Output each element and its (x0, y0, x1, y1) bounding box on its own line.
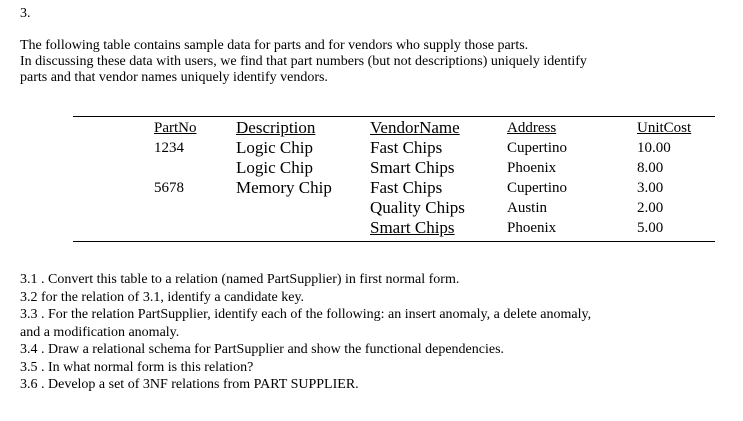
table-cell: Memory Chip (236, 178, 332, 197)
table-cell: Fast Chips (370, 138, 443, 157)
table-cell: 8.00 (637, 160, 664, 176)
table-cell (236, 218, 332, 238)
table-cell: Phoenix (507, 160, 557, 176)
intro-line-2: In discussing these data with users, we find that part numbers (but not descriptions) uniquely identify (20, 54, 587, 69)
table-cell (236, 198, 332, 218)
table-cell (154, 218, 197, 238)
table-cell: Logic Chip (236, 138, 313, 157)
table-cell: Fast Chips (370, 178, 443, 197)
header-partno: PartNo (154, 120, 197, 136)
table-cell: Smart Chips (370, 218, 455, 237)
column-partno (154, 118, 197, 238)
table-cell: 10.00 (637, 140, 671, 156)
column-vendorname (370, 118, 465, 238)
intro-line-3: parts and that vendor names uniquely identify vendors. (20, 70, 328, 85)
header-address: Address (507, 120, 557, 136)
question-3-2: 3.2 for the relation of 3.1, identify a candidate key. (20, 289, 305, 305)
column-unitcost (637, 118, 691, 238)
table-top-rule (73, 116, 715, 117)
intro-line-1: The following table contains sample data for parts and for vendors who supply those parts. (20, 38, 529, 53)
question-3-3-line-2: and a modification anomaly. (20, 324, 180, 340)
table-cell: Cupertino (507, 180, 567, 196)
table-cell: 5.00 (637, 220, 664, 236)
table-cell: Smart Chips (370, 158, 455, 177)
question-number: 3. (20, 6, 31, 21)
table-cell: 5678 (154, 180, 184, 196)
question-3-1: 3.1 . Convert this table to a relation (named PartSupplier) in first normal form. (20, 272, 460, 287)
table-cell (154, 158, 197, 178)
table-cell (154, 198, 197, 218)
table-bottom-rule (73, 241, 715, 242)
table-cell: Austin (507, 200, 548, 216)
column-description (236, 118, 332, 238)
table-cell: Phoenix (507, 220, 557, 236)
table-cell: Cupertino (507, 140, 567, 156)
header-description: Description (236, 118, 316, 137)
table-cell: 2.00 (637, 200, 664, 216)
question-3-6: 3.6 . Develop a set of 3NF relations from PART SUPPLIER. (20, 377, 359, 392)
table-cell: 1234 (154, 140, 184, 156)
question-3-5: 3.5 . In what normal form is this relation? (20, 359, 254, 375)
table-cell: Logic Chip (236, 158, 313, 177)
intro-paragraph (20, 38, 730, 86)
question-3-4: 3.4 . Draw a relational schema for PartSupplier and show the functional dependencies. (20, 342, 505, 357)
column-address (507, 118, 567, 238)
question-3-3-line-1: 3.3 . For the relation PartSupplier, identify each of the following: an insert anomaly, a delete anomaly, (20, 307, 592, 322)
question-list (20, 271, 735, 394)
table-cell: 3.00 (637, 180, 664, 196)
header-unitcost: UnitCost (637, 120, 692, 136)
table-cell: Quality Chips (370, 198, 465, 217)
header-vendorname: VendorName (370, 118, 460, 137)
parts-vendors-table (73, 110, 715, 242)
